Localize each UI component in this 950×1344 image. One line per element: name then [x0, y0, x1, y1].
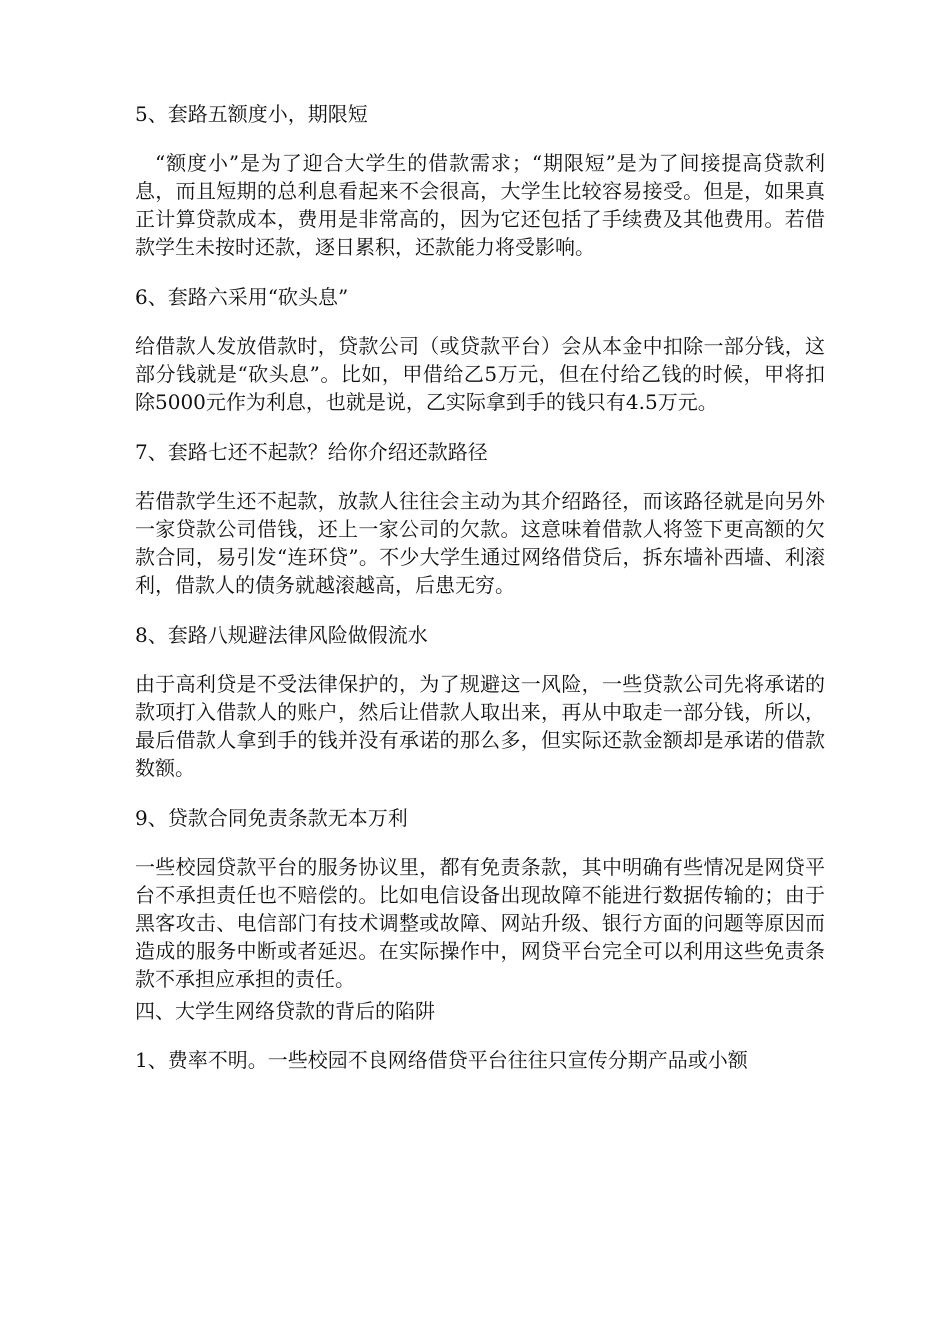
paragraph-trap-1: 1、费率不明。一些校园不良网络借贷平台往往只宣传分期产品或小额 [135, 1048, 748, 1072]
section-heading-8: 8、套路八规避法律风险做假流水 [135, 623, 428, 647]
section-heading-6: 6、套路六采用“砍头息” [135, 285, 349, 309]
paragraph-5: “额度小”是为了迎合大学生的借款需求；“期限短”是为了间接提高贷款利息，而且短期的总利息看起来不会很高，大学生比较容易接受。但是，如果真正计算贷款成本，费用是非常高的，因为它还包括了手续费及其他费用。若借款学生未按时还款，逐日累积，还款能力将受影响。 [135, 151, 825, 259]
paragraph-7: 若借款学生还不起款，放款人往往会主动为其介绍路径，而该路径就是向另外一家贷款公司借钱，还上一家公司的欠款。这意味着借款人将签下更高额的欠款合同，易引发“连环贷”。不少大学生通过网络借贷后，拆东墙补西墙、利滚利，借款人的债务就越滚越高，后患无穷。 [135, 489, 825, 597]
paragraph-6: 给借款人发放借款时，贷款公司（或贷款平台）会从本金中扣除一部分钱，这部分钱就是“砍头息”。比如，甲借给乙5万元，但在付给乙钱的时候，甲将扣除5000元作为利息，也就是说，乙实际拿到手的钱只有4.5万元。 [135, 334, 825, 414]
section-heading-9: 9、贷款合同免责条款无本万利 [135, 806, 408, 830]
section-heading-5: 5、套路五额度小，期限短 [135, 102, 368, 126]
paragraph-9: 一些校园贷款平台的服务协议里，都有免责条款，其中明确有些情况是网贷平台不承担责任也不赔偿的。比如电信设备出现故障不能进行数据传输的；由于黑客攻击、电信部门有技术调整或故障、网站升级、银行方面的问题等原因而造成的服务中断或者延迟。在实际操作中，网贷平台完全可以利用这些免责条款不承担应承担的责任。 [135, 855, 825, 991]
document-page [135, 100, 825, 1074]
paragraph-8: 由于高利贷是不受法律保护的，为了规避这一风险，一些贷款公司先将承诺的款项打入借款人的账户，然后让借款人取出来，再从中取走一部分钱，所以，最后借款人拿到手的钱并没有承诺的那么多，但实际还款金额却是承诺的借款数额。 [135, 672, 825, 780]
chapter-heading-4: 四、大学生网络贷款的背后的陷阱 [135, 999, 435, 1023]
section-heading-7: 7、套路七还不起款？给你介绍还款路径 [135, 440, 488, 464]
